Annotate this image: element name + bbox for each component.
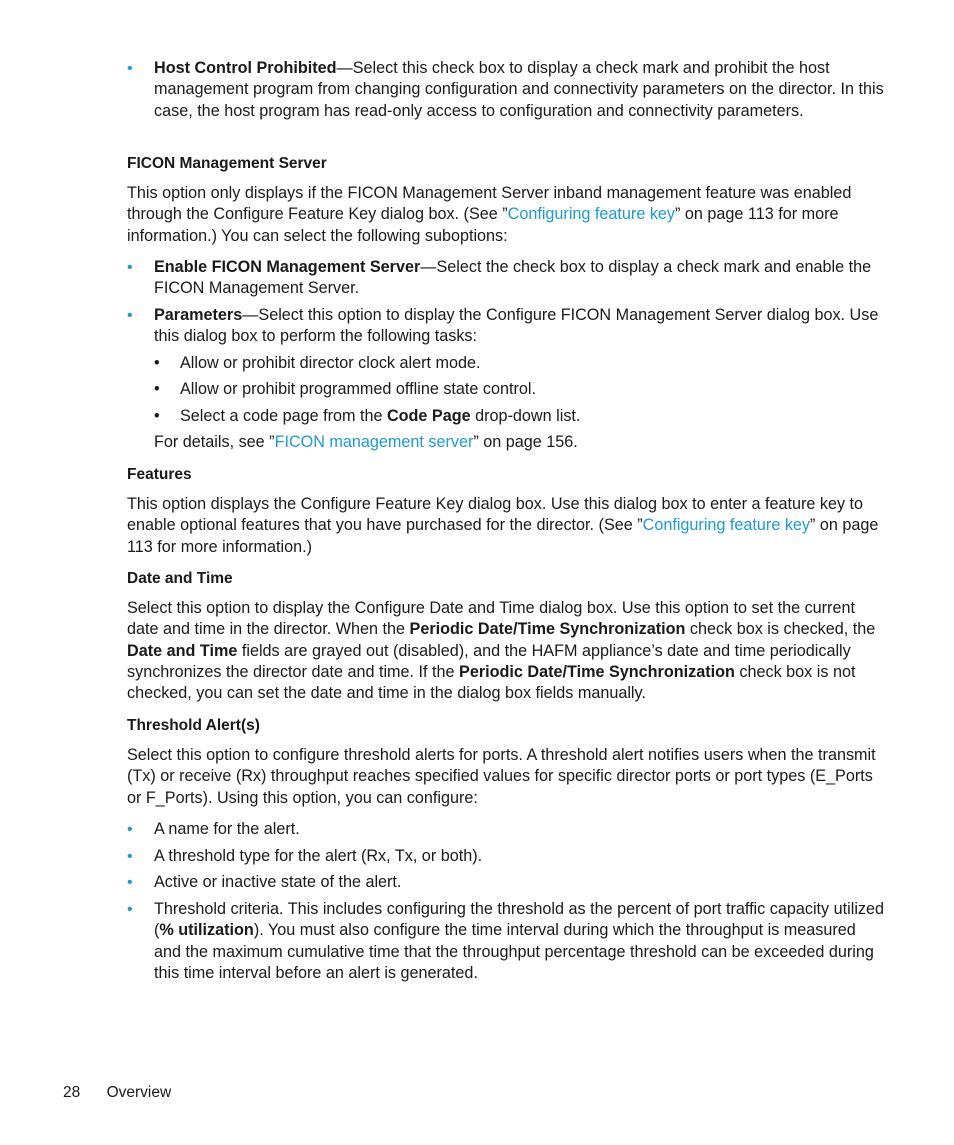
threshold-list-item: • Threshold criteria. This includes configuring the threshold as the percent of port traffic capacity utilized (% utilization). You must also configure the time interval during which the throughput is measured and the maximum cumulative time that the throughput percentage threshold can be exceeded during this time interval before an alert is generated. xyxy=(127,900,885,982)
task-item: • Allow or prohibit director clock alert mode. xyxy=(154,353,874,374)
heading-ficon: FICON Management Server xyxy=(127,155,327,172)
page-number: 28 xyxy=(63,1084,81,1101)
task-item: • Allow or prohibit programmed offline state control. xyxy=(154,379,874,400)
link-ficon-management-server[interactable]: FICON management server xyxy=(274,433,474,451)
paragraph-ficon: This option only displays if the FICON Management Server inband management feature was enabled through the Configure Feature Key dialog box. (See ”Configuring feature key” on page 113 for more information.) You can select the following suboptions: xyxy=(127,184,852,245)
bullet-icon: • xyxy=(127,848,133,865)
parameters-term: Parameters xyxy=(154,306,243,324)
link-configuring-feature-key[interactable]: Configuring feature key xyxy=(642,516,811,535)
threshold-list-item: • A name for the alert. xyxy=(127,819,887,840)
sub-bullet-icon: • xyxy=(154,380,160,398)
sub-bullet-icon: • xyxy=(154,354,160,372)
sub-bullet-icon: • xyxy=(154,407,160,425)
bullet-icon: • xyxy=(127,259,133,276)
task-item: • Select a code page from the Code Page drop-down list. xyxy=(154,406,874,427)
details-line: For details, see ”FICON management server” on page 156. xyxy=(154,433,578,451)
bullet-icon: • xyxy=(127,874,133,891)
bullet-icon: • xyxy=(127,60,133,77)
paragraph-threshold: Select this option to configure threshold alerts for ports. A threshold alert notifies users when the transmit (Tx) or receive (Rx) throughput reaches specified values for specific director ports or port types (E_Ports or F_Ports). Using this option, you can configure: xyxy=(127,746,876,807)
heading-threshold: Threshold Alert(s) xyxy=(127,717,260,734)
bullet-host-control xyxy=(127,58,887,122)
enable-ficon-term: Enable FICON Management Server xyxy=(154,258,421,276)
heading-date-time: Date and Time xyxy=(127,570,233,587)
bullet-icon: • xyxy=(127,901,133,918)
threshold-list-item: • A threshold type for the alert (Rx, Tx, or both). xyxy=(127,846,887,867)
paragraph-features: This option displays the Configure Feature Key dialog box. Use this dialog box to enter a feature key to enable optional features that you have purchased for the director. (See ”Configuring feature key” on page 113 for more information.) xyxy=(127,495,879,556)
bullet-parameters: • Parameters—Select this option to display the Configure FICON Management Server dialog box. Use this dialog box to perform the following tasks: xyxy=(127,306,879,346)
threshold-list-item: • Active or inactive state of the alert. xyxy=(127,872,887,893)
section-name: Overview xyxy=(106,1084,172,1101)
heading-features: Features xyxy=(127,466,192,483)
bullet-icon: • xyxy=(127,821,133,838)
bullet-enable-ficon: • Enable FICON Management Server—Select the check box to display a check mark and enable the FICON Management Server. xyxy=(127,258,872,298)
bullet-icon: • xyxy=(127,307,133,324)
host-control-term: Host Control Prohibited xyxy=(154,59,337,77)
page-footer xyxy=(63,1082,171,1103)
paragraph-date-time: Select this option to display the Configure Date and Time dialog box. Use this option to set the current date and time in the director. When the Periodic Date/Time Synchronization check box is checked, the Date and Time fields are grayed out (disabled), and the HAFM appliance’s date and time periodically synchronizes the director date and time. If the Periodic Date/Time Synchronization check box is not checked, you can set the date and time in the dialog box fields manually. xyxy=(127,599,876,703)
link-configuring-feature-key[interactable]: Configuring feature key xyxy=(507,205,676,224)
host-control-desc: —Select this check box to display a check mark and prohibit the host management program from changing configuration and connectivity parameters on the director. In this case, the host program has read-only access to configuration and connectivity parameters. xyxy=(154,59,884,120)
